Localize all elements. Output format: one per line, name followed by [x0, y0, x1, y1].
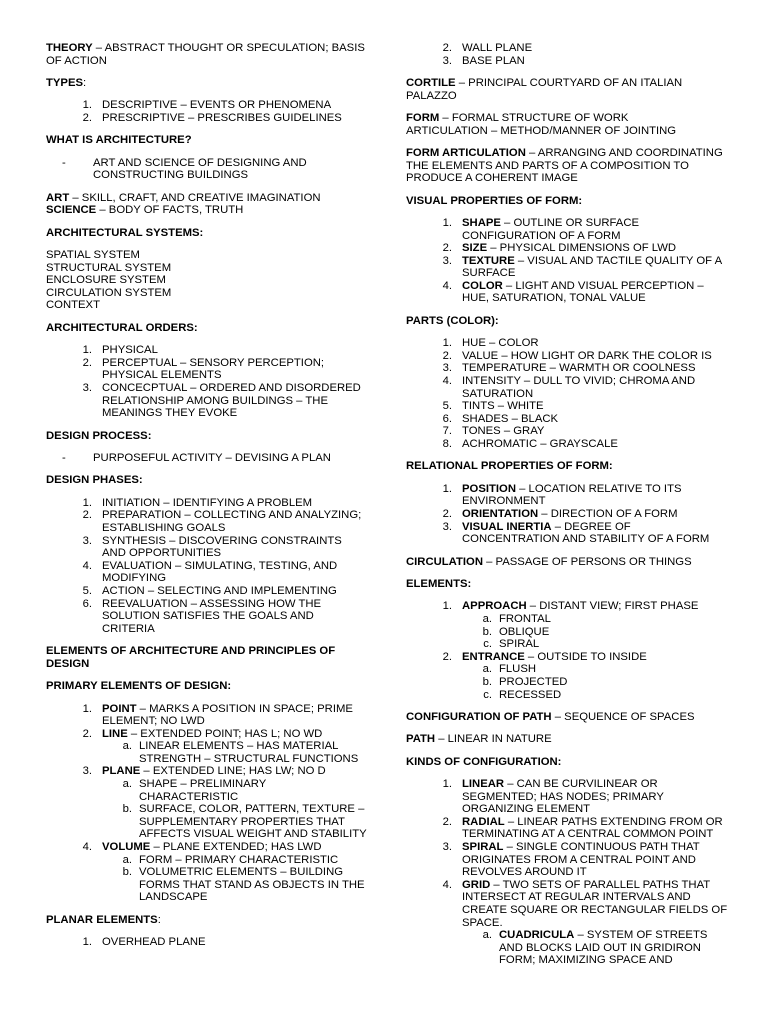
list-item — [406, 879, 728, 929]
phases-list — [46, 497, 368, 636]
item-text: – DISTANT VIEW; FIRST PHASE — [526, 600, 699, 613]
sub-text: VOLUMETRIC ELEMENTS – BUILDING FORMS THAT STAND AS OBJECTS IN THE LANDSCAPE — [139, 866, 365, 904]
item-number: 3. — [442, 254, 452, 267]
item-number: 1. — [82, 99, 92, 112]
item-text: TEMPERATURE – WARMTH OR COOLNESS — [462, 362, 696, 375]
list-item — [406, 483, 728, 508]
planar-list-continued — [406, 42, 728, 67]
list-item — [406, 816, 728, 841]
item-text: EVALUATION – SIMULATING, TESTING, AND MODIFYING — [102, 559, 338, 585]
heading-text: DESIGN PROCESS: — [46, 429, 152, 442]
sub-letter: b. — [482, 625, 492, 638]
term-text: – LINEAR IN NATURE — [435, 733, 552, 746]
articulation-definition: ARTICULATION – METHOD/MANNER OF JOINTING — [406, 124, 677, 137]
list-item — [406, 362, 728, 375]
item-label: SHAPE — [462, 216, 501, 229]
item-number: 1. — [442, 600, 452, 613]
item-label: COLOR — [462, 279, 503, 292]
list-item — [406, 55, 728, 68]
sub-letter: c. — [483, 638, 492, 651]
kinds-heading — [406, 756, 728, 769]
item-text: – EXTENDED LINE; HAS LW; NO D — [140, 765, 326, 778]
relational-heading — [406, 460, 728, 473]
visual-list — [406, 217, 728, 305]
item-label: PLANE — [102, 765, 141, 778]
list-item — [406, 400, 728, 413]
item-label: LINEAR — [462, 778, 505, 791]
config-definition — [406, 711, 728, 724]
item-number: 2. — [82, 727, 92, 740]
item-label: LINE — [102, 727, 128, 740]
orders-list — [46, 344, 368, 420]
item-number: 3. — [82, 534, 92, 547]
sub-item — [46, 854, 368, 867]
term-text: – PRINCIPAL COURTYARD OF AN ITALIAN PALAZZO — [406, 76, 683, 102]
heading-colon: : — [83, 76, 87, 89]
item-number: 4. — [82, 559, 92, 572]
term-label: CIRCULATION — [406, 555, 483, 568]
item-number: 1. — [442, 216, 452, 229]
sub-text: SPIRAL — [499, 638, 540, 651]
item-label: ORIENTATION — [462, 507, 539, 520]
term-label: THEORY — [46, 42, 93, 54]
item-number: 3. — [82, 382, 92, 395]
list-item — [406, 280, 728, 305]
heading-text: PLANAR ELEMENTS — [46, 913, 158, 926]
sub-letter: b. — [482, 675, 492, 688]
sub-text: OBLIQUE — [499, 625, 550, 638]
circulation-elements-list — [406, 600, 728, 701]
system-line: SPATIAL SYSTEM — [46, 249, 140, 262]
art-definition — [46, 192, 368, 205]
primary-heading — [46, 680, 368, 693]
term-text: – ABSTRACT THOUGHT OR SPECULATION; BASIS OF ACTION — [46, 42, 365, 67]
item-label: GRID — [462, 878, 491, 891]
systems-heading — [46, 227, 368, 240]
sub-item — [406, 638, 728, 651]
item-number: 4. — [442, 878, 452, 891]
types-list — [46, 99, 368, 124]
kinds-list — [406, 778, 728, 967]
item-label: RADIAL — [462, 815, 505, 828]
list-item — [406, 42, 728, 55]
sub-item — [406, 626, 728, 639]
heading-text: RELATIONAL PROPERTIES OF FORM: — [406, 460, 613, 473]
item-number: 1. — [442, 482, 452, 495]
item-number: 4. — [82, 841, 92, 854]
list-item — [406, 255, 728, 280]
dash-item — [46, 157, 368, 182]
cortile-definition — [406, 77, 728, 102]
heading-text: PRIMARY ELEMENTS OF DESIGN: — [46, 680, 232, 693]
item-number: 3. — [442, 520, 452, 533]
list-item — [46, 357, 368, 382]
item-text: INITIATION – IDENTIFYING A PROBLEM — [102, 496, 313, 509]
item-label: VISUAL INERTIA — [462, 520, 552, 533]
item-text: PRESCRIPTIVE – PRESCRIBES GUIDELINES — [102, 111, 342, 124]
item-text: – MARKS A POSITION IN SPACE; PRIME ELEMENT; NO LWD — [102, 702, 353, 728]
visual-heading — [406, 195, 728, 208]
system-line: CONTEXT — [46, 299, 100, 312]
item-text: ACHROMATIC – GRAYSCALE — [462, 438, 618, 451]
heading-colon: : — [157, 913, 161, 926]
heading-text: PARTS (COLOR): — [406, 314, 499, 327]
item-number: 2. — [82, 356, 92, 369]
list-item — [406, 375, 728, 400]
item-number: 2. — [442, 349, 452, 362]
heading-text: ELEMENTS OF ARCHITECTURE AND PRINCIPLES OF DESIGN — [46, 645, 336, 670]
list-item — [406, 217, 728, 242]
item-number: 8. — [442, 438, 452, 451]
term-text: – FORMAL STRUCTURE OF WORK — [439, 111, 629, 124]
list-item — [46, 598, 368, 636]
item-number: 2. — [442, 650, 452, 663]
system-line: ENCLOSURE SYSTEM — [46, 274, 166, 287]
list-item — [406, 521, 728, 546]
item-text: BASE PLAN — [462, 54, 525, 67]
item-text: SHADES – BLACK — [462, 412, 559, 425]
list-item-approach — [406, 600, 728, 613]
item-text: – DIRECTION OF A FORM — [538, 507, 678, 520]
item-label: TEXTURE — [462, 254, 515, 267]
term-label: FORM — [406, 111, 440, 124]
heading-text: VISUAL PROPERTIES OF FORM: — [406, 194, 583, 207]
term-label: CONFIGURATION OF PATH — [406, 710, 552, 723]
types-heading — [46, 77, 368, 90]
list-item — [406, 438, 728, 451]
item-text: TINTS – WHITE — [462, 400, 544, 413]
planar-heading — [46, 914, 368, 927]
list-item — [46, 382, 368, 420]
item-text: – CAN BE CURVILINEAR OR SEGMENTED; HAS NODES; PRIMARY ORGANIZING ELEMENT — [462, 778, 664, 816]
path-definition — [406, 733, 728, 746]
item-number: 2. — [442, 42, 452, 54]
term-label: ART — [46, 191, 70, 204]
sub-letter: a. — [122, 778, 132, 791]
term-text: – SKILL, CRAFT, AND CREATIVE IMAGINATION — [69, 191, 321, 204]
item-text: – VISUAL AND TACTILE QUALITY OF A SURFACE — [462, 254, 722, 280]
item-label: POINT — [102, 702, 137, 715]
item-number: 1. — [442, 337, 452, 350]
list-item-line — [46, 728, 368, 741]
heading-text: ARCHITECTURAL SYSTEMS: — [46, 226, 204, 239]
list-item — [406, 508, 728, 521]
term-text: – ARRANGING AND COORDINATING THE ELEMENTS AND PARTS OF A COMPOSITION TO PRODUCE A COHERENT IMAGE — [406, 146, 723, 185]
left-column — [46, 42, 368, 949]
heading-text: KINDS OF CONFIGURATION: — [406, 755, 562, 768]
parts-list — [406, 337, 728, 450]
form-articulation-definition — [406, 147, 728, 185]
item-label: POSITION — [462, 482, 516, 495]
sub-text: RECESSED — [499, 688, 562, 701]
sub-item — [406, 689, 728, 702]
sub-text: FLUSH — [499, 663, 537, 676]
system-line: STRUCTURAL SYSTEM — [46, 261, 172, 274]
item-text: – LOCATION RELATIVE TO ITS ENVIRONMENT — [462, 482, 682, 508]
sub-letter: c. — [483, 688, 492, 701]
heading-text: ARCHITECTURAL ORDERS: — [46, 321, 198, 334]
item-text: – PLANE EXTENDED; HAS LWD — [150, 841, 322, 854]
sub-text: FORM – PRIMARY CHARACTERISTIC — [139, 853, 339, 866]
item-text: – OUTLINE OR SURFACE CONFIGURATION OF A FORM — [462, 216, 640, 242]
item-number: 2. — [82, 111, 92, 124]
item-number: 2. — [442, 507, 452, 520]
elements-heading — [46, 645, 368, 670]
item-number: 3. — [442, 362, 452, 375]
systems-list — [46, 249, 368, 312]
item-text: – DEGREE OF CONCENTRATION AND STABILITY OF A FORM — [462, 520, 710, 546]
item-text: – LIGHT AND VISUAL PERCEPTION – HUE, SATURATION, TONAL VALUE — [462, 279, 704, 305]
item-label: ENTRANCE — [462, 650, 525, 663]
list-item — [406, 413, 728, 426]
dash-bullet: - — [62, 156, 66, 169]
list-item-plane — [46, 765, 368, 778]
sub-item — [406, 663, 728, 676]
orders-heading — [46, 322, 368, 335]
sub-letter: a. — [482, 929, 492, 942]
sub-text: PROJECTED — [499, 675, 568, 688]
item-number: 4. — [442, 375, 452, 388]
item-number: 1. — [82, 702, 92, 715]
list-item — [46, 99, 368, 112]
phases-heading — [46, 474, 368, 487]
sub-item — [406, 676, 728, 689]
item-text: PREPARATION – COLLECTING AND ANALYZING; ESTABLISHING GOALS — [102, 509, 362, 534]
heading-text: WHAT IS ARCHITECTURE? — [46, 134, 192, 147]
item-number: 2. — [82, 509, 92, 522]
term-text: – BODY OF FACTS, TRUTH — [96, 204, 244, 217]
item-text: ACTION – SELECTING AND IMPLEMENTING — [102, 584, 337, 597]
item-text: – SINGLE CONTINUOUS PATH THAT ORIGINATES FROM A CENTRAL POINT AND REVOLVES AROUND IT — [462, 841, 700, 879]
sub-label: CUADRICULA — [499, 929, 575, 942]
sub-letter: a. — [482, 612, 492, 625]
list-item — [46, 585, 368, 598]
relational-list — [406, 483, 728, 546]
system-line: CIRCULATION SYSTEM — [46, 286, 172, 299]
heading-text: DESIGN PHASES: — [46, 474, 143, 487]
right-column — [406, 42, 728, 967]
sub-letter: a. — [122, 853, 132, 866]
item-number: 5. — [442, 400, 452, 413]
term-label: PATH — [406, 733, 436, 746]
item-text: WALL PLANE — [462, 42, 533, 54]
list-item-entrance — [406, 651, 728, 664]
science-definition — [46, 204, 368, 217]
item-label: SPIRAL — [462, 841, 504, 854]
term-label: SCIENCE — [46, 204, 97, 217]
item-number: 7. — [442, 425, 452, 438]
item-text: ART AND SCIENCE OF DESIGNING AND CONSTRUCTING BUILDINGS — [93, 156, 307, 182]
list-item — [406, 337, 728, 350]
item-number: 1. — [442, 778, 452, 791]
item-number: 2. — [442, 242, 452, 255]
item-text: SYNTHESIS – DISCOVERING CONSTRAINTS AND OPPORTUNITIES — [102, 534, 342, 560]
heading-text: TYPES — [46, 76, 84, 89]
item-number: 1. — [82, 496, 92, 509]
item-text: TONES – GRAY — [462, 425, 545, 438]
list-item-point — [46, 703, 368, 728]
circulation-definition — [406, 556, 728, 569]
sub-item — [46, 866, 368, 904]
primary-elements-list — [46, 703, 368, 905]
list-item — [46, 936, 368, 949]
sub-letter: a. — [482, 663, 492, 676]
dash-item — [46, 452, 368, 465]
what-heading — [46, 134, 368, 147]
item-number: 3. — [442, 841, 452, 854]
item-text: – EXTENDED POINT; HAS L; NO WD — [127, 727, 323, 740]
sub-item — [406, 929, 728, 967]
list-item — [406, 350, 728, 363]
form-definition — [406, 112, 728, 125]
sub-item — [46, 740, 368, 765]
item-number: 3. — [82, 765, 92, 778]
term-label: FORM ARTICULATION — [406, 146, 526, 159]
list-item — [46, 344, 368, 357]
elements-heading — [406, 578, 728, 591]
sub-text: LINEAR ELEMENTS – HAS MATERIAL STRENGTH – STRUCTURAL FUNCTIONS — [139, 740, 359, 765]
sub-item — [46, 803, 368, 841]
sub-letter: b. — [122, 866, 132, 879]
heading-text: ELEMENTS: — [406, 577, 472, 590]
term-label: CORTILE — [406, 76, 456, 89]
item-number: 3. — [442, 54, 452, 67]
dash-bullet: - — [62, 452, 66, 465]
item-number: 2. — [442, 815, 452, 828]
item-text: PURPOSEFUL ACTIVITY – DEVISING A PLAN — [93, 452, 331, 465]
item-text: VALUE – HOW LIGHT OR DARK THE COLOR IS — [462, 349, 712, 362]
list-item — [46, 497, 368, 510]
item-text: OVERHEAD PLANE — [102, 936, 206, 949]
term-text: – PASSAGE OF PERSONS OR THINGS — [482, 555, 692, 568]
list-item — [406, 778, 728, 816]
list-item — [46, 112, 368, 125]
list-item — [46, 509, 368, 534]
item-text: HUE – COLOR — [462, 337, 539, 350]
item-label: SIZE — [462, 242, 488, 255]
parts-heading — [406, 315, 728, 328]
sub-text: SURFACE, COLOR, PATTERN, TEXTURE – SUPPLEMENTARY PROPERTIES THAT AFFECTS VISUAL WEIGHT AND STABILITY — [139, 803, 367, 841]
item-text: CONCECPTUAL – ORDERED AND DISORDERED RELATIONSHIP AMONG BUILDINGS – THE MEANINGS THEY EVOKE — [102, 382, 361, 420]
list-item — [406, 841, 728, 879]
sub-text: SHAPE – PRELIMINARY CHARACTERISTIC — [139, 778, 267, 803]
item-number: 4. — [442, 279, 452, 292]
sub-item — [406, 613, 728, 626]
term-text: – SEQUENCE OF SPACES — [551, 710, 695, 723]
item-text: – OUTSIDE TO INSIDE — [524, 650, 647, 663]
item-number: 5. — [82, 584, 92, 597]
list-item — [406, 425, 728, 438]
item-text: – TWO SETS OF PARALLEL PATHS THAT INTERSECT AT REGULAR INTERVALS AND CREATE SQUARE OR RECTANGULAR FIELDS OF SPACE. — [462, 878, 728, 929]
sub-text: FRONTAL — [499, 612, 551, 625]
item-label: VOLUME — [102, 841, 151, 854]
item-text: REEVALUATION – ASSESSING HOW THE SOLUTION SATISFIES THE GOALS AND CRITERIA — [102, 597, 322, 635]
sub-item — [46, 778, 368, 803]
list-item — [406, 242, 728, 255]
list-item — [46, 560, 368, 585]
item-text: DESCRIPTIVE – EVENTS OR PHENOMENA — [102, 99, 332, 112]
item-number: 1. — [82, 936, 92, 949]
item-text: INTENSITY – DULL TO VIVID; CHROMA AND SATURATION — [462, 375, 696, 400]
sub-text: – SYSTEM OF STREETS AND BLOCKS LAID OUT IN GRIDIRON FORM; MAXIMIZING SPACE AND — [499, 929, 708, 967]
item-label: APPROACH — [462, 600, 527, 613]
list-item-volume — [46, 841, 368, 854]
item-text: – LINEAR PATHS EXTENDING FROM OR TERMINATING AT A CENTRAL COMMON POINT — [462, 815, 723, 841]
item-number: 6. — [82, 597, 92, 610]
sub-letter: a. — [122, 740, 132, 753]
item-number: 6. — [442, 412, 452, 425]
sub-letter: b. — [122, 803, 132, 816]
item-text: – PHYSICAL DIMENSIONS OF LWD — [487, 242, 677, 255]
process-heading — [46, 430, 368, 443]
theory-definition — [46, 42, 368, 67]
item-text: PERCEPTUAL – SENSORY PERCEPTION; PHYSICAL ELEMENTS — [102, 356, 325, 382]
list-item — [46, 535, 368, 560]
item-number: 1. — [82, 344, 92, 357]
item-text: PHYSICAL — [102, 344, 158, 357]
